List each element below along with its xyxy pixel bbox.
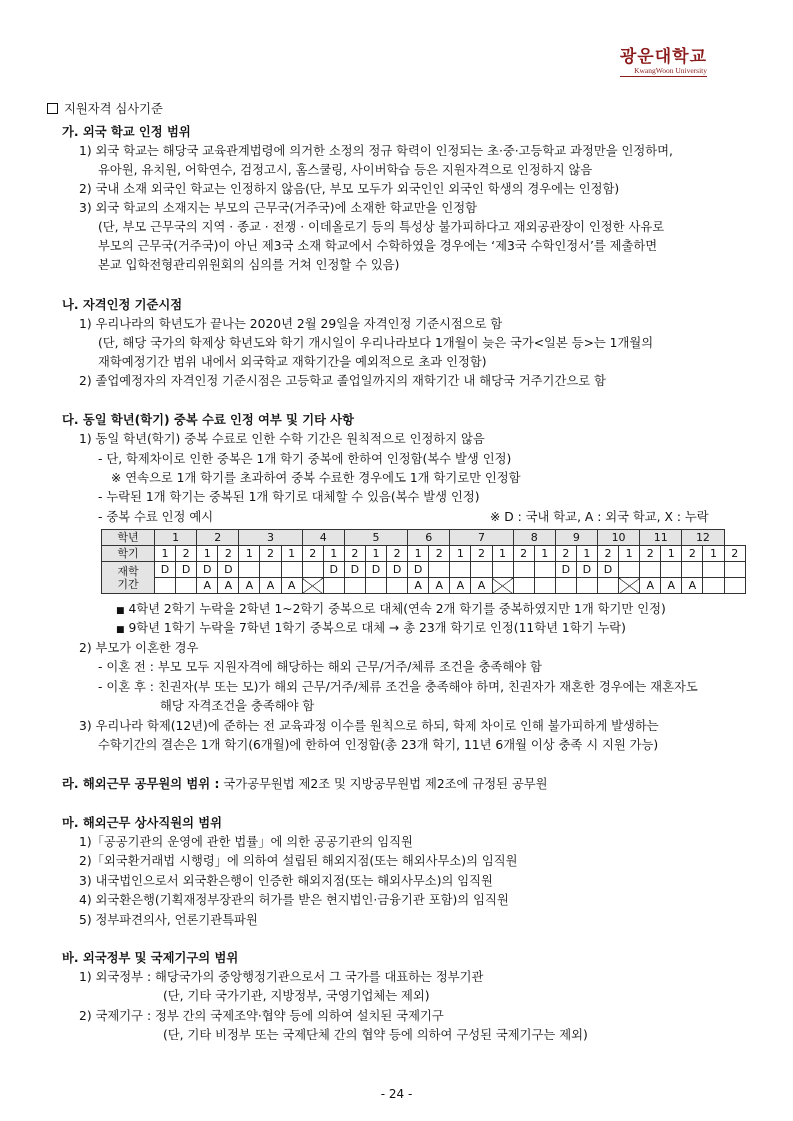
section-ga-line: 1) 외국 학교는 해당국 교육관계법령에 의거한 소정의 정규 학력이 인정되는 초·중·고등학교 과정만을 인정하며, <box>79 144 673 158</box>
semester-cell: 2 <box>302 546 323 562</box>
grade-cell: 8 <box>513 530 555 546</box>
foreign-school-cell: A <box>281 578 302 594</box>
checkbox-square-icon <box>47 103 58 114</box>
domestic-school-cell: D <box>408 562 429 578</box>
grade-cell: 3 <box>239 530 302 546</box>
section-ma-line: 4) 외국환은행(기획재정부장관의 허가를 받은 현지법인·금융기관 포함)의 임직원 <box>79 893 509 907</box>
empty-cell <box>534 578 555 594</box>
semester-cell: 1 <box>450 546 471 562</box>
section-ma-line: 3) 내국법인으로서 외국환은행이 인증한 해외지점(또는 해외사무소)의 임직원 <box>79 874 493 888</box>
semester-cell: 2 <box>513 546 534 562</box>
section-ga-heading: 가. 외국 학교 인정 범위 <box>62 125 191 139</box>
table-legend: ※ D : 국내 학교, A : 외국 학교, X : 누락 <box>490 510 709 524</box>
semester-cell: 1 <box>408 546 429 562</box>
empty-cell <box>387 578 408 594</box>
semester-cell: 2 <box>218 546 239 562</box>
empty-cell <box>724 562 745 578</box>
empty-cell <box>703 562 724 578</box>
section-ga-line: 2) 국내 소재 외국인 학교는 인정하지 않음(단, 부모 모두가 외국인인 외국인 학생의 경우에는 인정함) <box>79 182 620 196</box>
section-ga-line: 유아원, 유치원, 어학연수, 검정고시, 홈스쿨링, 사이버학습 등은 지원자격으로 인정하지 않음 <box>98 163 593 177</box>
section-na-line: 1) 우리나라의 학년도가 끝나는 2020년 2월 29일을 자격인정 기준시점으로 함 <box>79 317 503 331</box>
section-ma-heading: 마. 해외근무 상사직원의 범위 <box>62 816 223 830</box>
semester-cell: 1 <box>323 546 344 562</box>
empty-cell <box>661 562 682 578</box>
section-ba-line: (단, 기타 비정부 또는 국제단체 간의 협약 등에 의하여 구성된 국제기구는 제외) <box>163 1028 588 1042</box>
empty-cell <box>555 578 576 594</box>
grade-cell: 11 <box>640 530 682 546</box>
empty-cell <box>492 562 513 578</box>
table-semester-header: 학기 <box>102 546 155 562</box>
semester-cell: 1 <box>155 546 176 562</box>
grade-cell: 10 <box>597 530 639 546</box>
missing-semester-cell <box>619 578 640 594</box>
page-number: - 24 - <box>380 1087 413 1101</box>
section-na-heading: 나. 자격인정 기준시점 <box>62 298 183 312</box>
grade-cell: 7 <box>450 530 513 546</box>
empty-cell <box>703 578 724 594</box>
grade-cell: 9 <box>555 530 597 546</box>
foreign-school-cell: A <box>450 578 471 594</box>
empty-cell <box>429 562 450 578</box>
foreign-school-cell: A <box>429 578 450 594</box>
empty-cell <box>176 578 197 594</box>
semester-cell: 2 <box>724 546 745 562</box>
domestic-school-cell: D <box>176 562 197 578</box>
section-na-line: 재학예정기간 범위 내에서 외국학교 재학기간을 예외적으로 초과 인정함) <box>98 355 487 369</box>
empty-cell <box>619 562 640 578</box>
square-bullet-icon: ■ <box>116 606 125 616</box>
foreign-school-cell: A <box>239 578 260 594</box>
section-ba-line: (단, 기타 국가기관, 지방정부, 국영기업체는 제외) <box>163 989 430 1003</box>
domestic-school-cell: D <box>218 562 239 578</box>
section-ra-heading: 라. 해외근무 공무원의 범위 : <box>62 777 220 791</box>
domestic-school-cell: D <box>323 562 344 578</box>
empty-cell <box>323 578 344 594</box>
foreign-school-cell: A <box>682 578 703 594</box>
empty-cell <box>281 562 302 578</box>
foreign-school-cell: A <box>218 578 239 594</box>
empty-cell <box>640 562 661 578</box>
grade-cell: 12 <box>682 530 724 546</box>
table-status-header: 재학 기간 <box>102 562 155 594</box>
section-ra <box>62 776 548 792</box>
foreign-school-cell: A <box>197 578 218 594</box>
section-da-line: - 중복 수료 인정 예시 <box>98 510 214 524</box>
example-note: ■ 4학년 2학기 누락을 2학년 1~2학기 중복으로 대체(연속 2개 학기를 중복하였지만 1개 학기만 인정) <box>116 602 666 616</box>
section-ra-text: 국가공무원법 제2조 및 지방공무원법 제2조에 규정된 공무원 <box>223 777 548 791</box>
section-da-line: - 이혼 전 : 부모 모두 지원자격에 해당하는 해외 근무/거주/체류 조건을 충족해야 함 <box>98 660 542 674</box>
semester-cell: 2 <box>260 546 281 562</box>
semester-cell: 2 <box>429 546 450 562</box>
empty-cell <box>513 562 534 578</box>
grade-cell: 4 <box>302 530 344 546</box>
empty-cell <box>302 562 323 578</box>
section-da-line: - 누락된 1개 학기는 중복된 1개 학기로 대체할 수 있음(복수 발생 인정) <box>98 490 480 504</box>
missing-semester-cell <box>492 578 513 594</box>
domestic-school-cell: D <box>155 562 176 578</box>
empty-cell <box>534 562 555 578</box>
empty-cell <box>260 562 281 578</box>
foreign-school-cell: A <box>408 578 429 594</box>
section-da-heading: 다. 동일 학년(학기) 중복 수료 인정 여부 및 기타 사항 <box>62 413 355 427</box>
semester-cell: 2 <box>640 546 661 562</box>
foreign-school-cell: A <box>471 578 492 594</box>
empty-cell <box>239 562 260 578</box>
empty-cell <box>471 562 492 578</box>
overlap-example-table <box>101 529 746 594</box>
section-ga-line: (단, 부모 근무국의 지역 · 종교 · 전쟁 · 이데올로기 등의 특성상 불가피하다고 재외공관장이 인정한 사유로 <box>98 220 665 234</box>
semester-cell: 2 <box>682 546 703 562</box>
semester-cell: 2 <box>176 546 197 562</box>
domestic-school-cell: D <box>555 562 576 578</box>
domestic-school-cell: D <box>597 562 618 578</box>
empty-cell <box>365 578 386 594</box>
example-note: ■ 9학년 1학기 누락을 7학년 1학기 중복으로 대체 → 총 23개 학기로 인정(11학년 1학기 누락) <box>116 621 626 635</box>
empty-cell <box>576 578 597 594</box>
semester-cell: 1 <box>576 546 597 562</box>
empty-cell <box>155 578 176 594</box>
semester-cell: 1 <box>534 546 555 562</box>
domestic-school-cell: D <box>365 562 386 578</box>
domestic-school-cell: D <box>197 562 218 578</box>
domestic-school-cell: D <box>387 562 408 578</box>
section-ga-line: 본교 입학전형관리위원회의 심의를 거쳐 인정할 수 있음) <box>98 258 400 272</box>
university-logo <box>620 48 707 77</box>
empty-cell <box>344 578 365 594</box>
semester-cell: 2 <box>555 546 576 562</box>
table-grade-header: 학년 <box>102 530 155 546</box>
semester-cell: 1 <box>492 546 513 562</box>
section-da-line: - 이혼 후 : 친권자(부 또는 모)가 해외 근무/거주/체류 조건을 충족해야 하며, 친권자가 재혼한 경우에는 재혼자도 <box>98 680 698 694</box>
section-da-line: 해당 자격조건을 충족해야 함 <box>160 699 315 713</box>
empty-cell <box>682 562 703 578</box>
semester-cell: 2 <box>471 546 492 562</box>
section-ma-line: 5) 정부파견의사, 언론기관특파원 <box>79 913 258 927</box>
empty-cell <box>597 578 618 594</box>
square-bullet-icon: ■ <box>116 625 125 635</box>
semester-cell: 1 <box>619 546 640 562</box>
section-da-line: - 단, 학제차이로 인한 중복은 1개 학기 중복에 한하여 인정함(복수 발생 인정) <box>98 452 512 466</box>
section-ba-line: 1) 외국정부 : 해당국가의 중앙행정기관으로서 그 국가를 대표하는 정부기관 <box>79 970 484 984</box>
section-na-line: (단, 해당 국가의 학제상 학년도와 학기 개시일이 우리나라보다 1개월이 늦은 국가<일본 등>는 1개월의 <box>98 336 654 350</box>
section-ma-line: 2)「외국환거래법 시행령」에 의하여 설립된 해외지점(또는 해외사무소)의 임직원 <box>79 854 518 868</box>
foreign-school-cell: A <box>640 578 661 594</box>
empty-cell <box>450 562 471 578</box>
section-da-line: ※ 연속으로 1개 학기를 초과하여 중복 수료한 경우에도 1개 학기로만 인정함 <box>111 471 521 485</box>
semester-cell: 1 <box>281 546 302 562</box>
section-ma-line: 1)「공공기관의 운영에 관한 법률」에 의한 공공기관의 임직원 <box>79 835 413 849</box>
semester-cell: 1 <box>703 546 724 562</box>
logo-english: KwangWoon University <box>620 66 707 77</box>
section-ga-line: 부모의 근무국(거주국)이 아닌 제3국 소재 학교에서 수학하였을 경우에는 ‘제3국 수학인정서’를 제출하면 <box>98 239 658 253</box>
semester-cell: 2 <box>387 546 408 562</box>
grade-cell: 6 <box>408 530 450 546</box>
grade-cell: 5 <box>344 530 407 546</box>
section-da-line: 2) 부모가 이혼한 경우 <box>79 641 199 655</box>
domestic-school-cell: D <box>344 562 365 578</box>
semester-cell: 1 <box>365 546 386 562</box>
domestic-school-cell: D <box>576 562 597 578</box>
grade-cell: 1 <box>155 530 197 546</box>
section-ba-heading: 바. 외국정부 및 국제기구의 범위 <box>62 951 239 965</box>
section-da-line: 수학기간의 결손은 1개 학기(6개월)에 한하여 인정함(총 23개 학기, 11년 6개월 이상 충족 시 지원 가능) <box>98 738 659 752</box>
empty-cell <box>724 578 745 594</box>
empty-cell <box>513 578 534 594</box>
semester-cell: 1 <box>197 546 218 562</box>
semester-cell: 2 <box>344 546 365 562</box>
foreign-school-cell: A <box>661 578 682 594</box>
semester-cell: 2 <box>597 546 618 562</box>
missing-semester-cell <box>302 578 323 594</box>
semester-cell: 1 <box>661 546 682 562</box>
section-da-line: 3) 우리나라 학제(12년)에 준하는 전 교육과정 이수를 원칙으로 하되, 학제 차이로 인해 불가피하게 발생하는 <box>79 719 659 733</box>
section-ga-line: 3) 외국 학교의 소재지는 부모의 근무국(거주국)에 소재한 학교만을 인정함 <box>79 201 477 215</box>
logo-korean: 광운대학교 <box>619 47 707 67</box>
section-na-line: 2) 졸업예정자의 자격인정 기준시점은 고등학교 졸업일까지의 재학기간 내 해당국 거주기간으로 함 <box>79 374 606 388</box>
section-da-line: 1) 동일 학년(학기) 중복 수료로 인한 수학 기간은 원칙적으로 인정하지 않음 <box>79 432 485 446</box>
grade-cell: 2 <box>197 530 239 546</box>
semester-cell: 1 <box>239 546 260 562</box>
page-title: 지원자격 심사기준 <box>47 101 163 117</box>
foreign-school-cell: A <box>260 578 281 594</box>
section-ba-line: 2) 국제기구 : 정부 간의 국제조약·협약 등에 의하여 설치된 국제기구 <box>79 1009 444 1023</box>
